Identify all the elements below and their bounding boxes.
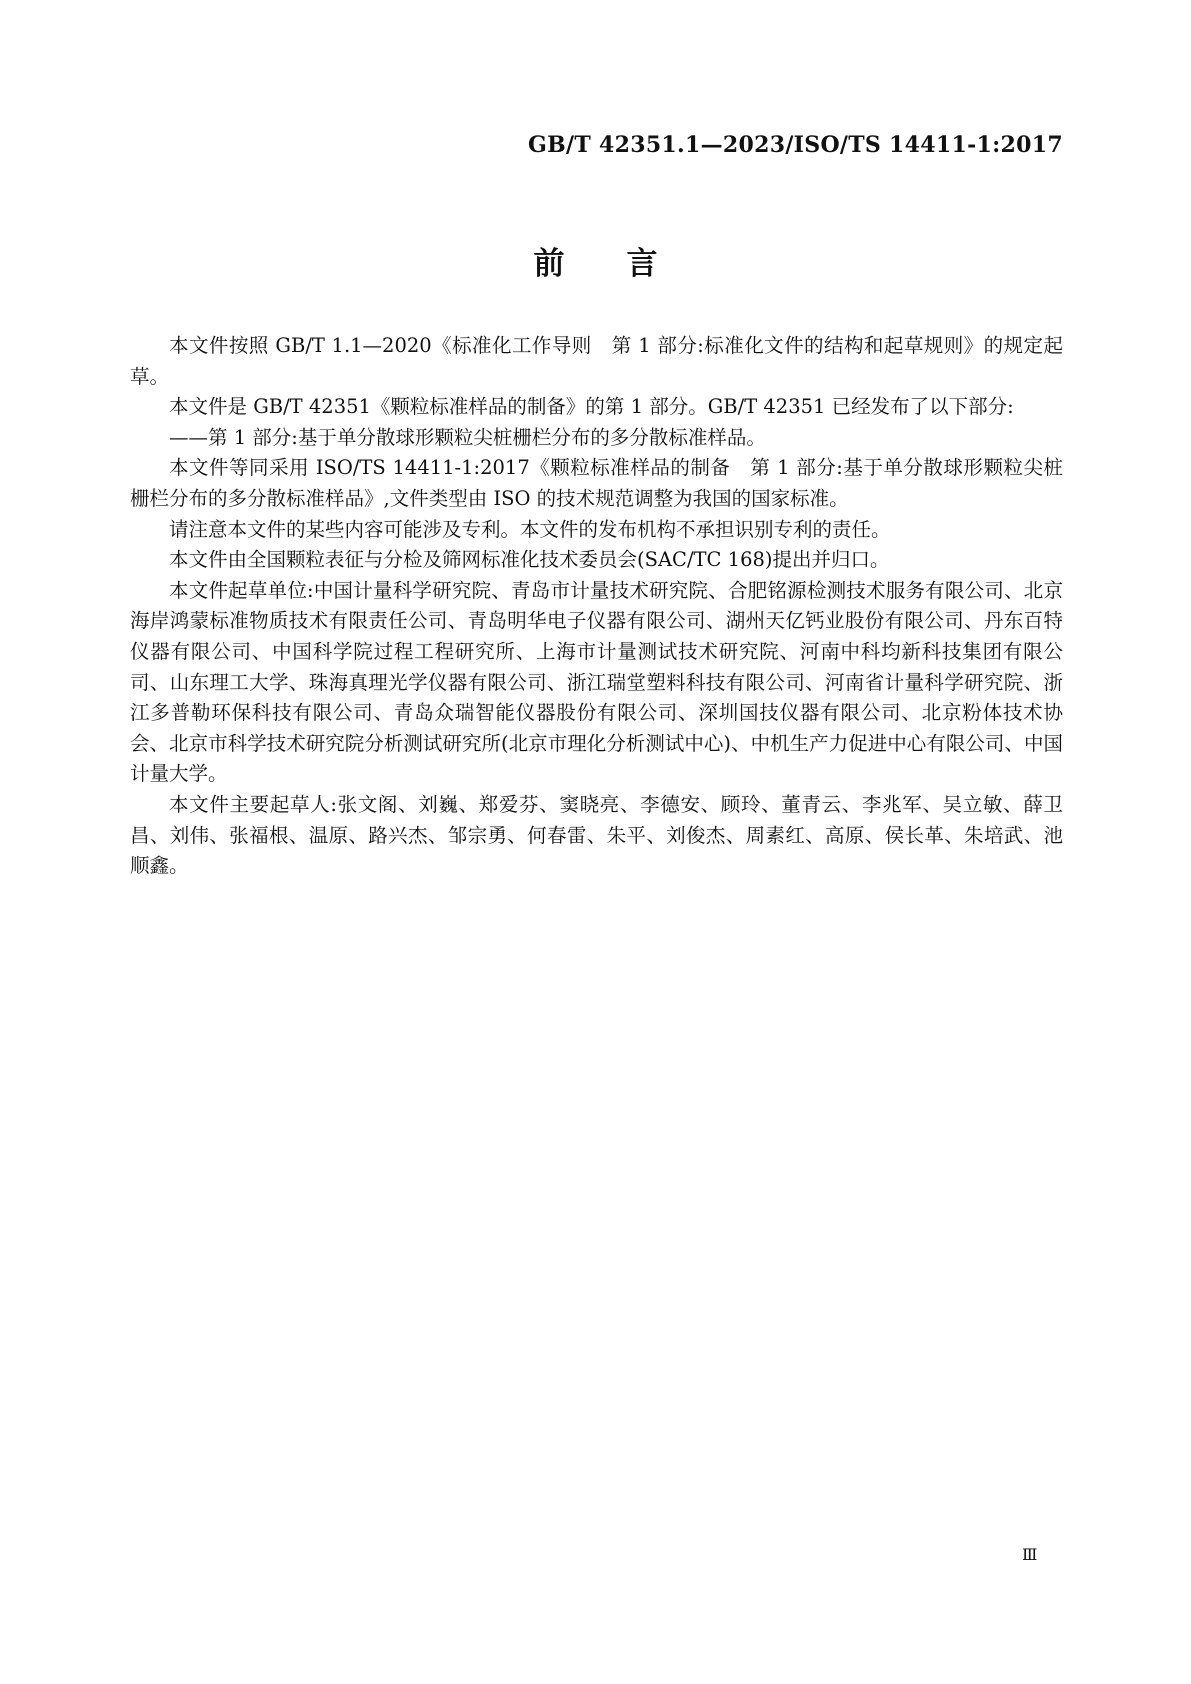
paragraph-committee: 本文件由全国颗粒表征与分检及筛网标准化技术委员会(SAC/TC 168)提出并归口。 — [169, 548, 890, 572]
paragraph-series: 本文件是 GB/T 42351《颗粒标准样品的制备》的第 1 部分。GB/T 42351 已经发布了以下部分: — [169, 395, 1014, 419]
paragraph-drafting-organizations: 本文件起草单位:中国计量科学研究院、青岛市计量技术研究院、合肥铭源检测技术服务有限公司、北京海岸鸿蒙标准物质技术有限责任公司、青岛明华电子仪器有限公司、湖州天亿钙业股份有限公司、丹东百特仪器有限公司、中国科学院过程工程研究所、上海市计量测试技术研究院、河南中科均新科技集团有限公司、山东理工大学、珠海真理光学仪器有限公司、浙江瑞堂塑料科技有限公司、河南省计量科学研究院、浙江多普勒环保科技有限公司、青岛众瑞智能仪器股份有限公司、深圳国技仪器有限公司、北京粉体技术协会、北京市科学技术研究院分析测试研究所(北京市理化分析测试中心)、中机生产力促进中心有限公司、中国计量大学。 — [130, 578, 1063, 786]
paragraph-patent-notice: 请注意本文件的某些内容可能涉及专利。本文件的发布机构不承担识别专利的责任。 — [169, 517, 891, 541]
page-number: Ⅲ — [1022, 1545, 1038, 1564]
paragraph-part-list-item: ——第 1 部分:基于单分散球形颗粒尖桩栅栏分布的多分散标准样品。 — [169, 425, 766, 449]
paragraph-iso-adoption: 本文件等同采用 ISO/TS 14411-1:2017《颗粒标准样品的制备 第 1 部分:基于单分散球形颗粒尖桩栅栏分布的多分散标准样品》,文件类型由 ISO 的技术规范调整为我国的国家标准。 — [130, 456, 1063, 510]
paragraph-scope: 本文件按照 GB/T 1.1—2020《标准化工作导则 第 1 部分:标准化文件的结构和起草规则》的规定起草。 — [130, 334, 1063, 388]
page-title: 前 言 — [533, 246, 658, 282]
foreword-body — [130, 331, 1063, 882]
standard-number-header: GB/T 42351.1—2023/ISO/TS 14411-1:2017 — [528, 132, 1063, 158]
paragraph-drafters: 本文件主要起草人:张文阁、刘巍、郑爱芬、窦晓亮、李德安、顾玲、董青云、李兆军、吴立敏、薛卫昌、刘伟、张福根、温原、路兴杰、邹宗勇、何春雷、朱平、刘俊杰、周素红、高原、侯长革、朱培武、池顺鑫。 — [130, 792, 1063, 878]
